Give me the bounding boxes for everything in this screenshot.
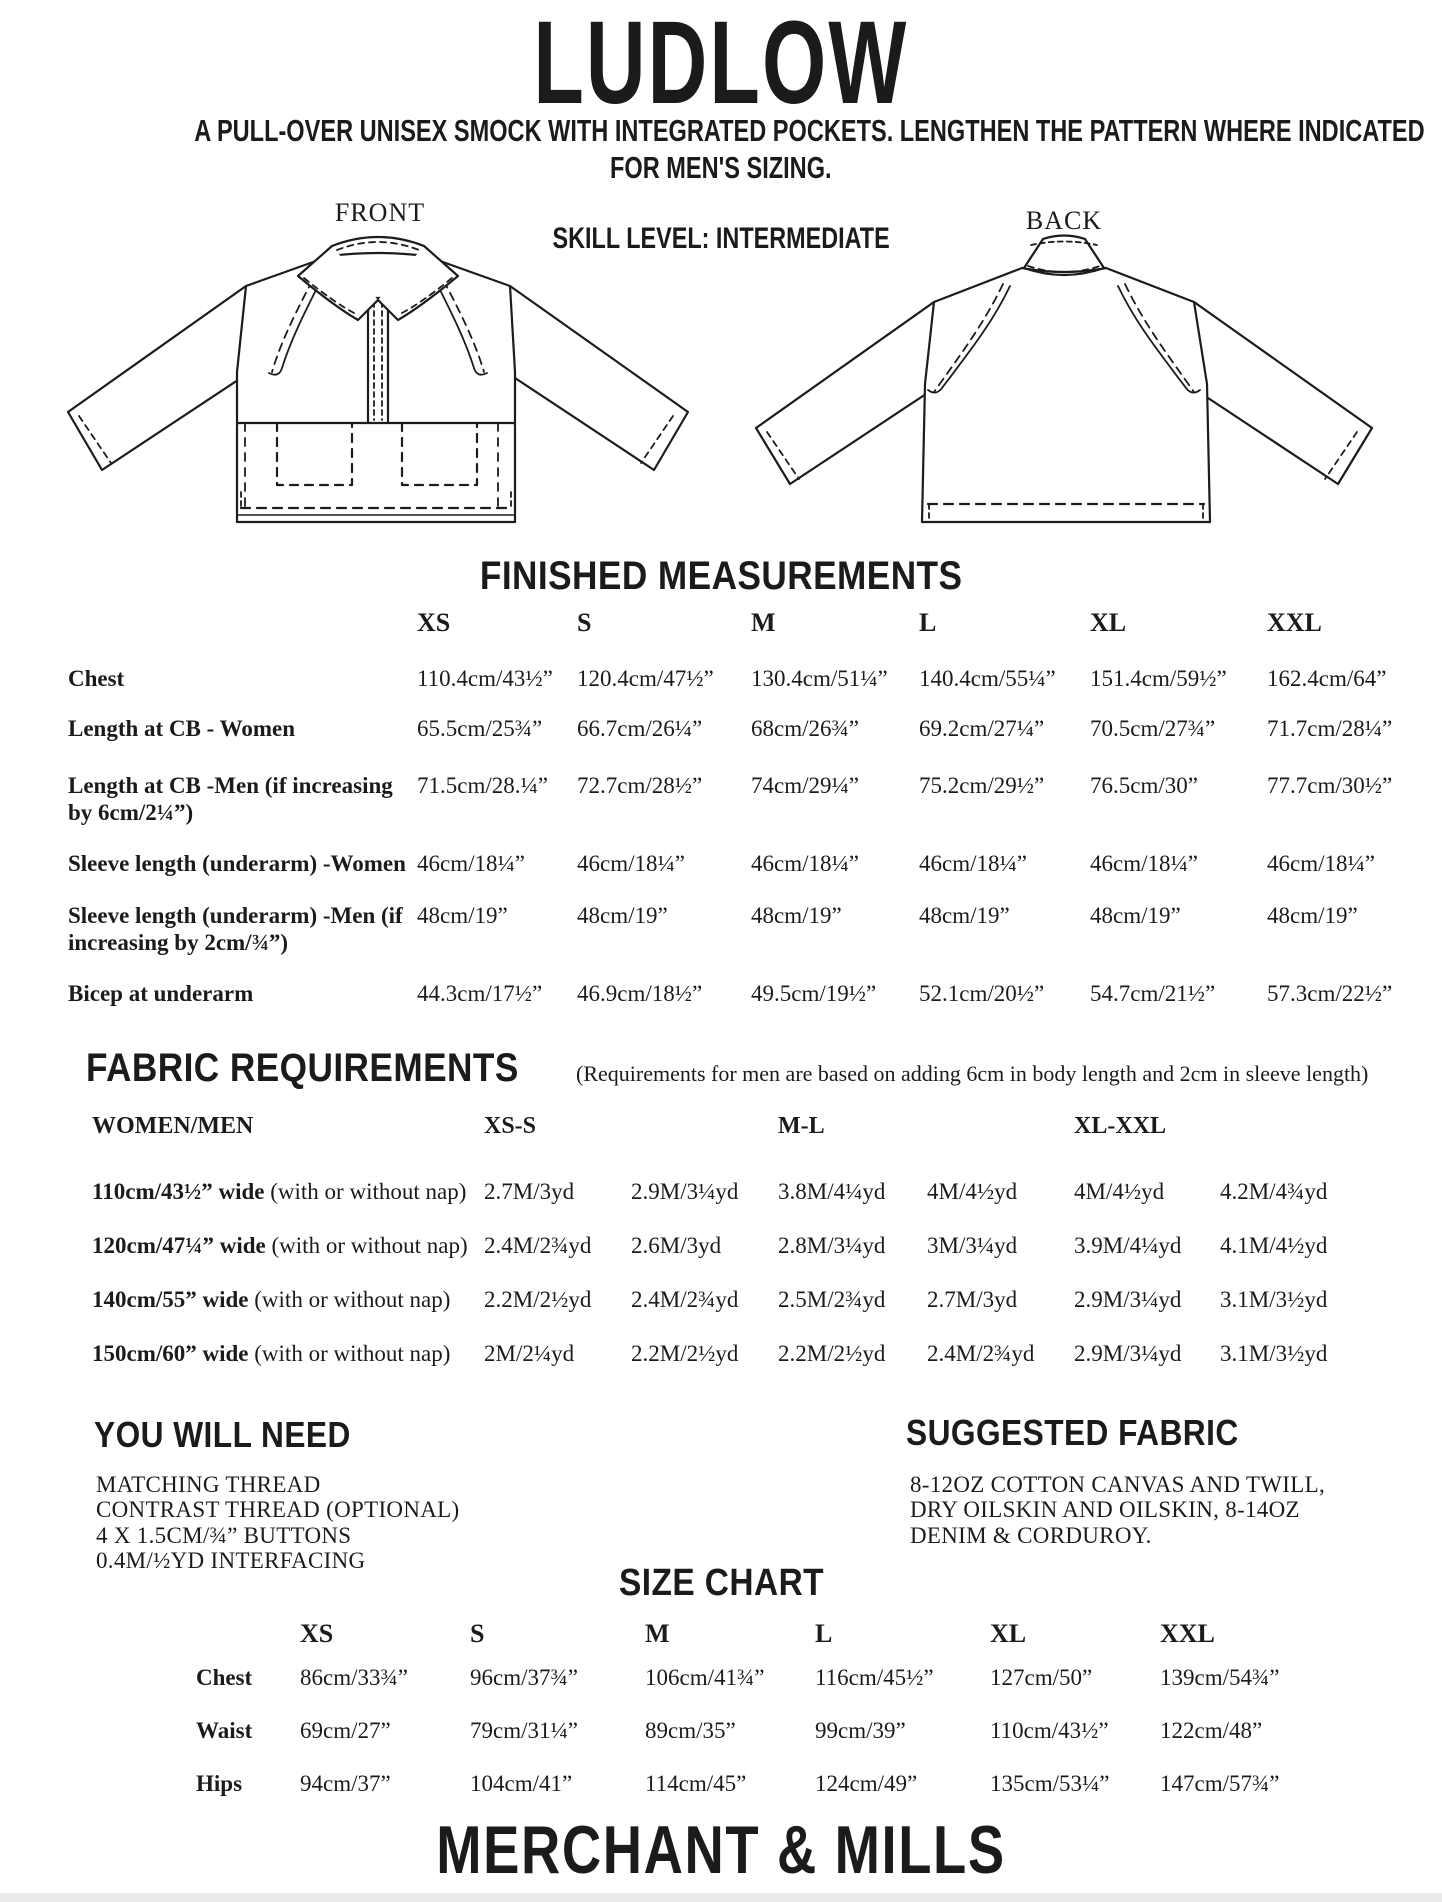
sc-value: 106cm/41¾” [645,1665,765,1690]
brand-footer [0,1812,1442,1888]
fm-value: 68cm/26¾” [751,716,859,741]
fm-value: 48cm/19” [417,903,508,928]
sc-value: 135cm/53¼” [990,1771,1110,1796]
sc-value: 114cm/45” [645,1771,747,1796]
fm-value: 46cm/18¼” [751,851,859,876]
you-will-need-item: 4 X 1.5CM/¾” BUTTONS [96,1522,352,1548]
fm-value: 57.3cm/22½” [1267,981,1393,1006]
section-title-you-will-need [94,1414,386,1454]
fabric-width-bold: 150cm/60” wide [92,1341,249,1366]
fm-value: 140.4cm/55¼” [919,666,1056,691]
fr-value: 2.4M/2¾yd [927,1341,1035,1366]
fm-row-label: Bicep at underarm [68,981,254,1006]
fabric-width-note: (with or without nap) [254,1287,451,1312]
fr-row-120cm [92,1232,1372,1260]
sc-value: 79cm/31¼” [470,1718,578,1743]
fm-value: 52.1cm/20½” [919,981,1045,1006]
sc-col-header: L [815,1619,833,1648]
fr-header-row [92,1112,1372,1141]
fm-value: 46cm/18¼” [1267,851,1375,876]
sc-value: 110cm/43½” [990,1718,1109,1743]
sc-value: 89cm/35” [645,1718,736,1743]
fm-value: 44.3cm/17½” [417,981,543,1006]
subtitle-line-1: A PULL-OVER UNISEX SMOCK WITH INTEGRATED POCKETS. LENGTHEN THE PATTERN WHERE INDICATED [194,113,1425,148]
fabric-width-bold: 110cm/43½” wide [92,1179,265,1204]
fm-header-row [68,608,1442,638]
fm-value: 69.2cm/27¼” [919,716,1045,741]
sc-row-label: Waist [196,1718,253,1743]
fm-value: 151.4cm/59½” [1090,666,1227,691]
fr-value: 4M/4½yd [1074,1179,1165,1204]
sc-value: 86cm/33¾” [300,1665,408,1690]
fr-value: 3.1M/3½yd [1220,1287,1328,1312]
page-subtitle [0,112,1442,186]
fm-row-chest [68,666,1442,693]
sc-value: 69cm/27” [300,1718,391,1743]
sc-value: 94cm/37” [300,1771,391,1796]
fr-value: 2.9M/3¼yd [1074,1341,1182,1366]
fr-col-group-header: M-L [778,1113,825,1139]
fr-value: 3M/3¼yd [927,1233,1018,1258]
section-title-suggested-fabric [906,1412,1284,1452]
fm-value: 46cm/18¼” [577,851,685,876]
sc-col-header: XL [990,1619,1027,1648]
fm-value: 76.5cm/30” [1090,773,1198,798]
fr-value: 2.2M/2½yd [631,1341,739,1366]
fm-row-label: Length at CB - Women [68,716,296,741]
fm-value: 70.5cm/27¾” [1090,716,1216,741]
fm-value: 74cm/29¼” [751,773,859,798]
fm-value: 48cm/19” [1267,903,1358,928]
fm-row-sleeve-men [68,903,1442,957]
sc-value: 139cm/54¾” [1160,1665,1280,1690]
fm-value: 120.4cm/47½” [577,666,714,691]
fr-value: 2.7M/3yd [927,1287,1018,1312]
fr-value: 2.9M/3¼yd [631,1179,739,1204]
fr-value: 2.4M/2¾yd [484,1233,592,1258]
fr-value: 3.8M/4¼yd [778,1179,886,1204]
sc-value: 124cm/49” [815,1771,918,1796]
fm-value: 48cm/19” [919,903,1010,928]
sc-value: 99cm/39” [815,1718,906,1743]
fm-value: 130.4cm/51¼” [751,666,888,691]
sc-row-hips [196,1770,1342,1798]
sc-value: 96cm/37¾” [470,1665,578,1690]
fm-value: 110.4cm/43½” [417,666,553,691]
sc-value: 104cm/41” [470,1771,573,1796]
fm-col-header: XXL [1267,608,1322,637]
fr-row-label [92,1340,484,1368]
fm-row-label: Chest [68,666,125,691]
fm-col-header: S [577,608,592,637]
fr-value: 2.8M/3¼yd [778,1233,886,1258]
fr-col-group-header: XL-XXL [1074,1113,1167,1139]
fr-row-150cm [92,1340,1372,1368]
fm-value: 65.5cm/25¾” [417,716,543,741]
fm-value: 49.5cm/19½” [751,981,877,1006]
suggested-fabric-line: DRY OILSKIN AND OILSKIN, 8-14OZ [910,1497,1300,1523]
fm-col-header: M [751,608,776,637]
suggested-fabric-line: 8-12OZ COTTON CANVAS AND TWILL, [910,1472,1325,1497]
fm-value: 71.7cm/28¼” [1267,716,1393,741]
fabric-width-bold: 120cm/47¼” wide [92,1233,266,1258]
fr-value: 2.9M/3¼yd [1074,1287,1182,1312]
page-bottom-edge [0,1893,1442,1902]
fm-col-header: XL [1090,608,1127,637]
fm-row-sleeve-women [68,851,1442,878]
fm-row-length-cb-men [68,773,1442,827]
fr-value: 2.6M/3yd [631,1233,722,1258]
fm-row-label: Sleeve length (underarm) -Men (if increasing by 2cm/¾”) [68,903,403,955]
fm-value: 46.9cm/18½” [577,981,703,1006]
sc-col-header: XS [300,1619,334,1648]
sc-value: 127cm/50” [990,1665,1093,1690]
fr-col-group-header: WOMEN/MEN [92,1113,254,1139]
you-will-need-item: MATCHING THREAD [96,1472,321,1497]
fabric-width-note: (with or without nap) [271,1233,468,1258]
you-will-need-item: 0.4M/½YD INTERFACING [96,1548,366,1574]
section-title-text: YOU WILL NEED [94,1414,351,1455]
section-title-size-chart [0,1562,1442,1602]
fm-row-label: Sleeve length (underarm) -Women [68,851,406,876]
section-title-text: FINISHED MEASUREMENTS [479,554,963,598]
front-view-label: FRONT [334,198,426,227]
section-title-fabric-requirements [86,1048,578,1088]
fm-value: 48cm/19” [577,903,668,928]
suggested-fabric-line: DENIM & CORDUROY. [910,1522,1152,1548]
fm-value: 46cm/18¼” [1090,851,1198,876]
fr-row-140cm [92,1286,1372,1314]
page-title [0,0,1442,129]
sc-header-row [196,1618,1342,1649]
fm-row-bicep [68,981,1442,1008]
fm-value: 162.4cm/64” [1267,666,1387,691]
fr-value: 4M/4½yd [927,1179,1018,1204]
suggested-fabric-text [910,1472,1325,1548]
fr-value: 3.1M/3½yd [1220,1341,1328,1366]
fm-value: 75.2cm/29½” [919,773,1045,798]
sc-header-spacer [196,1618,300,1649]
fm-value: 54.7cm/21½” [1090,981,1216,1006]
front-technical-drawing [36,222,716,534]
fr-value: 4.2M/4¾yd [1220,1179,1328,1204]
fr-row-label [92,1232,484,1260]
fr-row-label [92,1178,484,1206]
sc-col-header: M [645,1619,670,1648]
fabric-requirements-note: (Requirements for men are based on adding 6cm in body length and 2cm in sleeve length) [576,1061,1369,1086]
fm-value: 46cm/18¼” [417,851,525,876]
you-will-need-list [96,1472,459,1574]
sc-col-header: S [470,1619,485,1648]
you-will-need-item: CONTRAST THREAD (OPTIONAL) [96,1497,460,1523]
fr-value: 4.1M/4½yd [1220,1233,1328,1258]
fr-value: 2.7M/3yd [484,1179,575,1204]
fabric-width-bold: 140cm/55” wide [92,1287,249,1312]
fr-col-group-header: XS-S [484,1113,537,1139]
fm-row-length-cb-women [68,716,1442,743]
sc-col-header: XXL [1160,1619,1215,1648]
fabric-width-note: (with or without nap) [270,1179,467,1204]
page-title-text: LUDLOW [533,0,909,129]
sc-row-label: Chest [196,1665,253,1690]
sc-value: 116cm/45½” [815,1665,934,1690]
sc-value: 147cm/57¾” [1160,1771,1280,1796]
fm-value: 46cm/18¼” [919,851,1027,876]
fm-value: 48cm/19” [751,903,842,928]
brand-footer-text: MERCHANT & MILLS [436,1812,1006,1888]
fm-row-label: Length at CB -Men (if increasing by 6cm/2¼”) [68,773,393,825]
sc-row-label: Hips [196,1771,243,1796]
section-title-text: SIZE CHART [618,1562,824,1604]
fm-value: 66.7cm/26¼” [577,716,703,741]
section-title-finished-measurements [0,556,1442,596]
fr-value: 2.2M/2½yd [778,1341,886,1366]
section-title-text: FABRIC REQUIREMENTS [86,1046,519,1090]
fabric-width-note: (with or without nap) [254,1341,451,1366]
fr-value: 2.4M/2¾yd [631,1287,739,1312]
fr-value: 2.5M/2¾yd [778,1287,886,1312]
fr-row-label [92,1286,484,1314]
fr-row-110cm [92,1178,1372,1206]
fr-value: 2.2M/2½yd [484,1287,592,1312]
back-garment-sketch [722,232,1402,532]
back-technical-drawing [722,232,1402,532]
skill-level-text: SKILL LEVEL: INTERMEDIATE [552,222,890,255]
subtitle-line-2: FOR MEN'S SIZING. [610,150,832,185]
sc-row-chest [196,1664,1342,1692]
sc-row-waist [196,1717,1342,1745]
fm-col-header: L [919,608,937,637]
fm-value: 72.7cm/28½” [577,773,703,798]
sc-value: 122cm/48” [1160,1718,1263,1743]
fr-value: 3.9M/4¼yd [1074,1233,1182,1258]
fm-value: 48cm/19” [1090,903,1181,928]
front-garment-sketch [36,222,716,534]
fm-value: 77.7cm/30½” [1267,773,1393,798]
fm-col-header: XS [417,608,451,637]
section-title-text: SUGGESTED FABRIC [906,1412,1239,1453]
fm-value: 71.5cm/28.¼” [417,773,548,798]
fm-header-spacer [68,608,417,638]
back-view-label: BACK [1025,206,1103,235]
fr-value: 2M/2¼yd [484,1341,575,1366]
